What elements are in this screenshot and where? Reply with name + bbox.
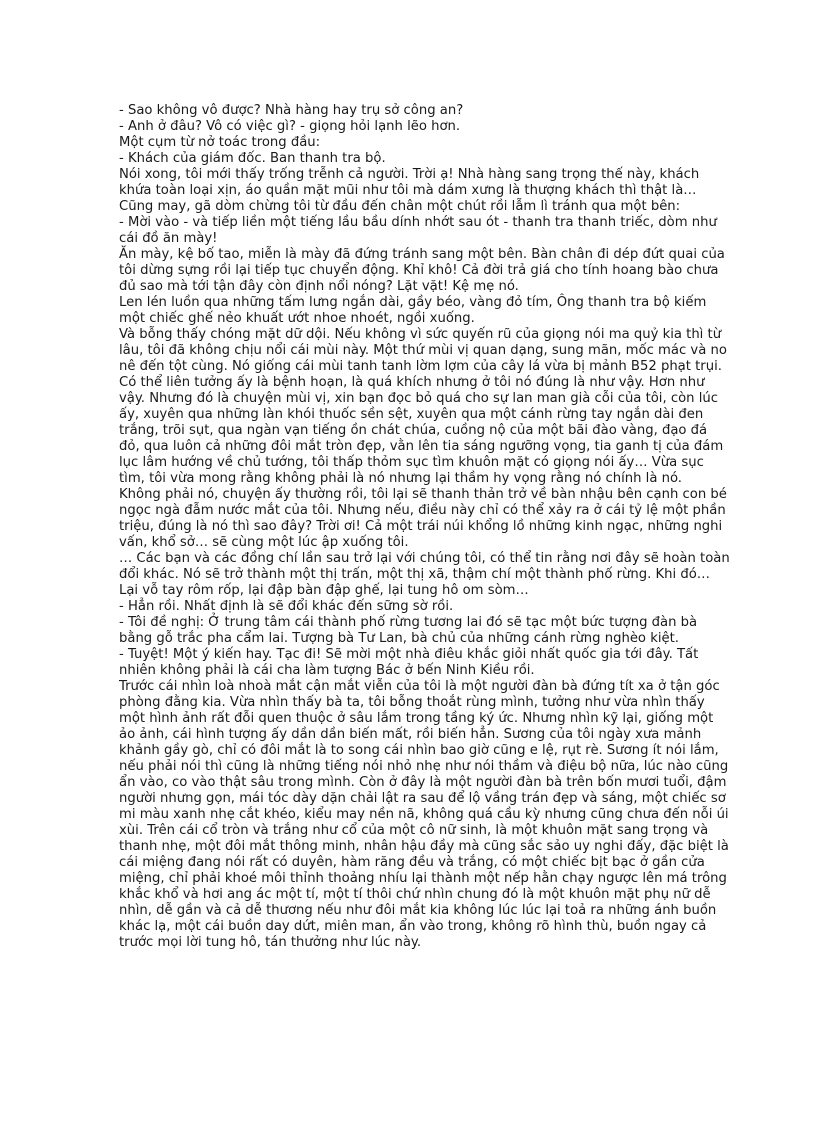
- text-line: phòng đằng kia. Vừa nhìn thấy bà ta, tôi bỗng thoắt rùng mình, tưởng như vừa nhìn thấy: [119, 695, 705, 710]
- text-line: bằng gỗ trắc pha cẩm lai. Tượng bà Tư Lan, bà chủ của những cánh rừng nghèo kiệt.: [119, 631, 679, 646]
- text-line: tôi dừng sựng rồi lại tiếp tục chuyển động. Khỉ khô! Cả đời trả giá cho tính hoang bào chưa: [119, 263, 719, 278]
- text-line: xùi. Trên cái cổ tròn và trắng như cổ của một cô nữ sinh, là một khuôn mặt sang trọng và: [119, 823, 709, 838]
- text-line: triệu, đúng là nó thì sao đây? Trời ơi! Cả một trái núi khổng lồ những kinh ngạc, những nghi: [119, 519, 723, 534]
- text-line: miệng, chỉ phải khoé môi thỉnh thoảng nhíu lại thành một nếp hằn chạy ngược lên má trông: [119, 871, 727, 886]
- text-line: khảnh gầy gò, chỉ có đôi mắt là to song cái nhìn bao giờ cũng e lệ, rụt rè. Sương ít nói lắm,: [119, 743, 719, 758]
- text-line: lâu, tôi đã không chịu nổi cái mùi này. Một thứ mùi vị quan dạng, sung mãn, mốc mác và no: [119, 343, 727, 358]
- text-line: nhìn, dễ gần và cả dễ thương nếu như đôi mắt kia không lúc lúc lại toả ra những ánh buồn: [119, 903, 717, 918]
- text-line: mi màu xanh nhẹ cắt khéo, kiểu may nền nã, không quá cầu kỳ nhưng cũng chưa đến nỗi úi: [119, 807, 729, 822]
- text-line: người nhưng gọn, mái tóc dày dặn chải lật ra sau để lộ vầng trán đẹp và sáng, một chiếc sơ: [119, 791, 726, 806]
- text-line: Lại vỗ tay rôm rốp, lại đập bàn đập ghế, lại tung hô om sòm…: [119, 583, 529, 598]
- text-line: - Mời vào - và tiếp liền một tiếng lầu bầu dính nhớt sau ót - thanh tra thanh triếc, dòm như: [119, 215, 717, 230]
- text-line: khác lạ, một cái buồn day dứt, miên man, ẩn vào trong, không rõ hình thù, buồn ngay cả: [119, 919, 707, 934]
- text-line: Cũng may, gã dòm chừng tôi từ đầu đến chân một chút rồi lẫm lì tránh qua một bên:: [119, 199, 681, 214]
- text-line: ảo ảnh, cái hình tượng ấy dần dần biến mất, rồi biến hẳn. Sương của tôi ngày xưa mảnh: [119, 727, 702, 742]
- text-line: trước mọi lời tung hô, tán thưởng như lúc này.: [119, 935, 422, 950]
- text-line: cái miệng đang nói rất có duyên, hàm răng đều và trắng, có một chiếc bịt bạc ở gần cửa: [119, 855, 705, 870]
- text-line: ngọc ngà đẫm nước mắt của tôi. Nhưng nếu, điều này chỉ có thể xảy ra ở cái tỷ lệ một phần: [119, 503, 726, 518]
- text-line: - Anh ở đâu? Vô có việc gì? - giọng hỏi lạnh lẽo hơn.: [119, 119, 461, 134]
- text-line: Một cụm từ nở toác trong đầu:: [119, 135, 321, 150]
- text-line: một hình ảnh rất đỗi quen thuộc ở sâu lắm trong tầng ký ức. Nhưng nhìn kỹ lại, giống một: [119, 711, 714, 726]
- document-page: [119, 103, 771, 951]
- text-line: - Sao không vô được? Nhà hàng hay trụ sở công an?: [119, 103, 464, 118]
- text-line: đủ sao mà tới tận đây còn định nổi nóng? Lặt vặt! Kệ mẹ nó.: [119, 279, 519, 294]
- text-line: khứa toàn loại xịn, áo quần mặt mũi như tôi mà dám xưng là thượng khách thì thật là…: [119, 183, 697, 198]
- text-line: … Các bạn và các đồng chí lần sau trở lại với chúng tôi, có thể tin rằng nơi đây sẽ hoàn toàn: [119, 551, 730, 566]
- text-line: đỏ, qua luôn cả những đôi mắt tròn đẹp, vằn lên tia sáng ngưỡng vọng, tia ganh tị của đám: [119, 439, 724, 454]
- text-line: vậy. Nhưng đó là chuyện mùi vị, xin bạn đọc bỏ quá cho sự lan man già cỗi của tôi, còn lúc: [119, 391, 718, 406]
- text-line: nê đến tột cùng. Nó giống cái mùi tanh tanh lờm lợm của cây lá vừa bị mảnh B52 phạt trụi.: [119, 359, 722, 374]
- text-line: Và bỗng thấy chóng mặt dữ dội. Nếu không vì sức quyến rũ của giọng nói ma quỷ kia thì từ: [119, 327, 722, 342]
- text-line: Ăn mày, kệ bố tao, miễn là mày đã đứng tránh sang một bên. Bàn chân đi dép đứt quai của: [119, 247, 725, 262]
- text-line: ẩn vào, co vào thật sâu trong mình. Còn ở đây là một người đàn bà trên bốn mươi tuổi, đậm: [119, 775, 727, 790]
- text-line: Trước cái nhìn loà nhoà mắt cận mắt viễn của tôi là một người đàn bà đứng tít xa ở tận góc: [119, 679, 720, 694]
- text-line: Không phải nó, chuyện ấy thường rồi, tôi lại sẽ thanh thản trở về bàn nhậu bên cạnh con bé: [119, 487, 727, 502]
- text-line: ấy, xuyên qua những làn khói thuốc sền sệt, xuyên qua một cánh rừng tay ngắn dài đen: [119, 407, 704, 422]
- text-line: khắc khổ và hơi ang ác một tí, một tí thôi chứ nhìn chung đó là một khuôn mặt phụ nữ dễ: [119, 887, 711, 902]
- text-line: đổi khác. Nó sẽ trở thành một thị trấn, một thị xã, thậm chí một thành phố rừng. Khi đó…: [119, 567, 710, 582]
- text-line: cái đồ ăn mày!: [119, 231, 218, 246]
- text-line: vấn, khổ sở… sẽ cùng một lúc ập xuống tôi.: [119, 535, 409, 550]
- text-line: Len lén luồn qua những tấm lưng ngắn dài, gầy béo, vàng đỏ tím, Ông thanh tra bộ kiếm: [119, 295, 707, 310]
- text-line: tìm, tôi vừa mong rằng không phải là nó nhưng lại thầm hy vọng rằng nó chính là nó.: [119, 471, 682, 486]
- text-line: - Hẳn rồi. Nhất định là sẽ đổi khác đến sững sờ rồi.: [119, 599, 454, 614]
- text-line: lục lâm hướng về chủ tướng, tôi thấp thỏm sục tìm khuôn mặt có giọng nói ấy… Vừa sục: [119, 455, 704, 470]
- text-line: - Tuyệt! Một ý kiến hay. Tạc đi! Sẽ mời một nhà điêu khắc giỏi nhất quốc gia tới đây. Tất: [119, 647, 699, 662]
- text-line: - Tôi đề nghị: Ở trung tâm cái thành phố rừng tương lai đó sẽ tạc một bức tượng đàn bà: [119, 615, 698, 630]
- text-line: trắng, trõi sụt, qua ngàn vạn tiếng ồn chát chúa, cuồng nộ của một bãi đào vàng, đạo đá: [119, 423, 708, 438]
- text-line: một chiếc ghế nẻo khuất ướt nhoe nhoét, ngồi xuống.: [119, 311, 475, 326]
- text-line: nhiên không phải là cái cha làm tượng Bác ở bến Ninh Kiều rồi.: [119, 663, 535, 678]
- text-line: thanh nhẹ, một đôi mắt thông minh, nhân hậu đầy mà cũng sắc sảo uy nghi đấy, đặc biệt là: [119, 839, 729, 854]
- text-line: Có thể liên tưởng ấy là bệnh hoạn, là quá khích nhưng ở tôi nó đúng là như vậy. Hơn như: [119, 375, 705, 390]
- text-line: nếu phải nói thì cũng là những tiếng nói nhỏ nhẹ như nói thầm và điệu bộ nữa, lúc nào cũng: [119, 759, 729, 774]
- text-line: Nói xong, tôi mới thấy trống trễnh cả người. Trời ạ! Nhà hàng sang trọng thế này, khách: [119, 167, 700, 182]
- text-line: - Khách của giám đốc. Ban thanh tra bộ.: [119, 151, 386, 166]
